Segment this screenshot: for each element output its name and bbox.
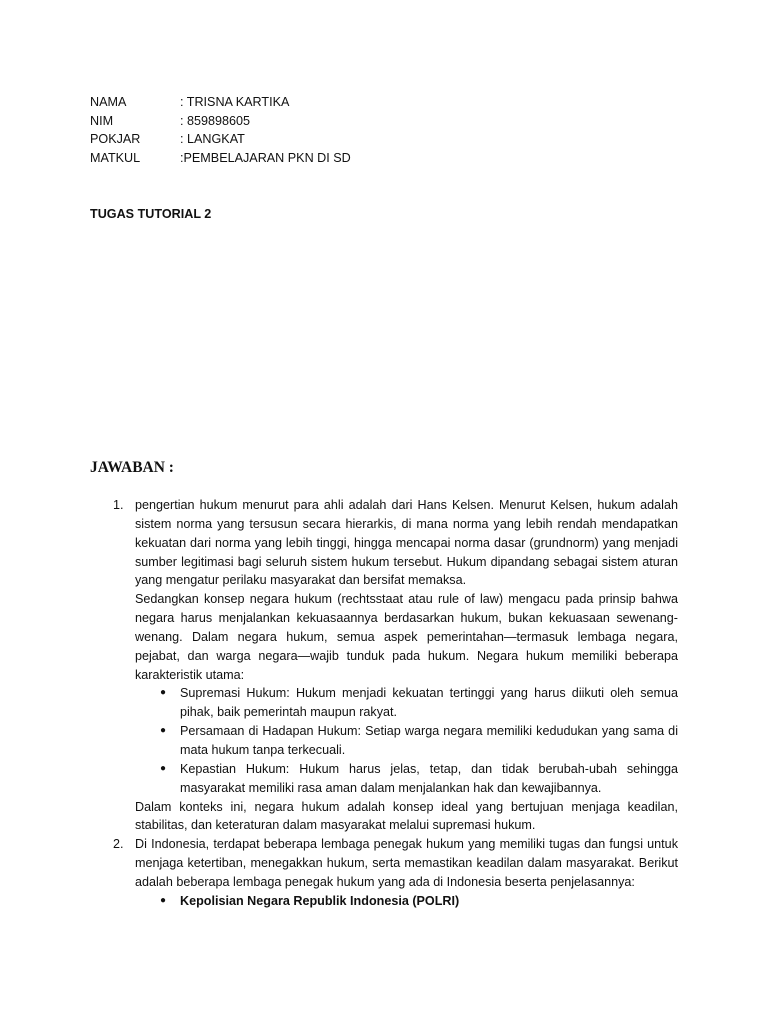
bullet-text: Kepolisian Negara Republik Indonesia (POLRI) bbox=[180, 893, 460, 908]
bullet-text: Supremasi Hukum: Hukum menjadi kekuatan tertinggi yang harus diikuti oleh semua pihak, baik pemerintah maupun rakyat. bbox=[180, 686, 678, 720]
identity-value: : 859898605 bbox=[180, 113, 251, 128]
answers-list bbox=[90, 496, 678, 911]
bullet-icon: ● bbox=[160, 762, 167, 774]
bullet-text: Persamaan di Hadapan Hukum: Setiap warga negara memiliki kedudukan yang sama di mata hukum tanpa terkecuali. bbox=[180, 724, 678, 757]
identity-row-pokjar bbox=[90, 130, 351, 149]
identity-value: : TRISNA KARTIKA bbox=[180, 95, 290, 109]
identity-value: :PEMBELAJARAN PKN DI SD bbox=[180, 150, 351, 165]
answer-paragraph: Dalam konteks ini, negara hukum adalah konsep ideal yang bertujuan menjaga keadilan, stabilitas, dan keteraturan dalam masyarakat melalui supremasi hukum. bbox=[135, 799, 678, 833]
answer-paragraph: Di Indonesia, terdapat beberapa lembaga penegak hukum yang memiliki tugas dan fungsi untuk menjaga ketertiban, menegakkan hukum, serta memastikan keadilan dalam masyarakat. Berikut adalah beberapa lembaga penegak hukum yang ada di Indonesia beserta penjelasannya: bbox=[135, 837, 678, 889]
bullet-icon: ● bbox=[160, 894, 167, 906]
bullet-icon: ● bbox=[160, 725, 167, 737]
identity-value: : LANGKAT bbox=[180, 132, 245, 146]
answer-paragraph: Sedangkan konsep negara hukum (rechtsstaat atau rule of law) mengacu pada prinsip bahwa negara harus menjalankan kekuasaannya berdasarkan hukum, bukan kekuasaan sewenang-wenang. Dalam negara hukum, semua aspek pemerintahan—termasuk lembaga negara, pejabat, dan warga negara—wajib tunduk pada hukum. Negara hukum memiliki beberapa karakteristik utama: bbox=[135, 592, 678, 682]
answers-heading: JAWABAN : bbox=[90, 459, 174, 476]
bullet-text: Kepastian Hukum: Hukum harus jelas, tetap, dan tidak berubah-ubah sehingga masyarakat memiliki rasa aman dalam menjalankan hak dan kewajibannya. bbox=[180, 761, 678, 795]
identity-label: NAMA bbox=[90, 95, 127, 109]
bullet-item bbox=[135, 684, 678, 722]
identity-row-matkul bbox=[90, 149, 351, 168]
item-number: 1. bbox=[113, 498, 124, 512]
task-title: TUGAS TUTORIAL 2 bbox=[90, 207, 212, 221]
answer-item-2 bbox=[90, 835, 678, 910]
identity-row-nim bbox=[90, 112, 351, 131]
answer-item-1 bbox=[90, 496, 678, 835]
identity-label: NIM bbox=[90, 113, 114, 128]
bullet-item bbox=[135, 892, 678, 911]
characteristics-list bbox=[135, 684, 678, 797]
identity-row-name bbox=[90, 93, 351, 112]
bullet-item bbox=[135, 722, 678, 760]
bullet-icon: ● bbox=[160, 687, 167, 699]
identity-label: MATKUL bbox=[90, 150, 141, 165]
item-number: 2. bbox=[113, 837, 124, 852]
student-identity-block bbox=[90, 93, 351, 167]
bullet-item bbox=[135, 760, 678, 798]
identity-label: POKJAR bbox=[90, 132, 141, 146]
answer-paragraph: pengertian hukum menurut para ahli adalah dari Hans Kelsen. Menurut Kelsen, hukum adalah sistem norma yang tersusun secara hierarkis, di mana norma yang lebih rendah mendapatkan kekuatan dari norma yang lebih tinggi, hingga mencapai norma dasar (grundnorm) yang menjadi sumber legitimasi bagi seluruh sistem hukum tersebut. Hukum dipandang sebagai sistem aturan yang mengatur perilaku masyarakat dan bersifat memaksa. bbox=[135, 498, 678, 588]
institutions-list bbox=[135, 892, 678, 911]
